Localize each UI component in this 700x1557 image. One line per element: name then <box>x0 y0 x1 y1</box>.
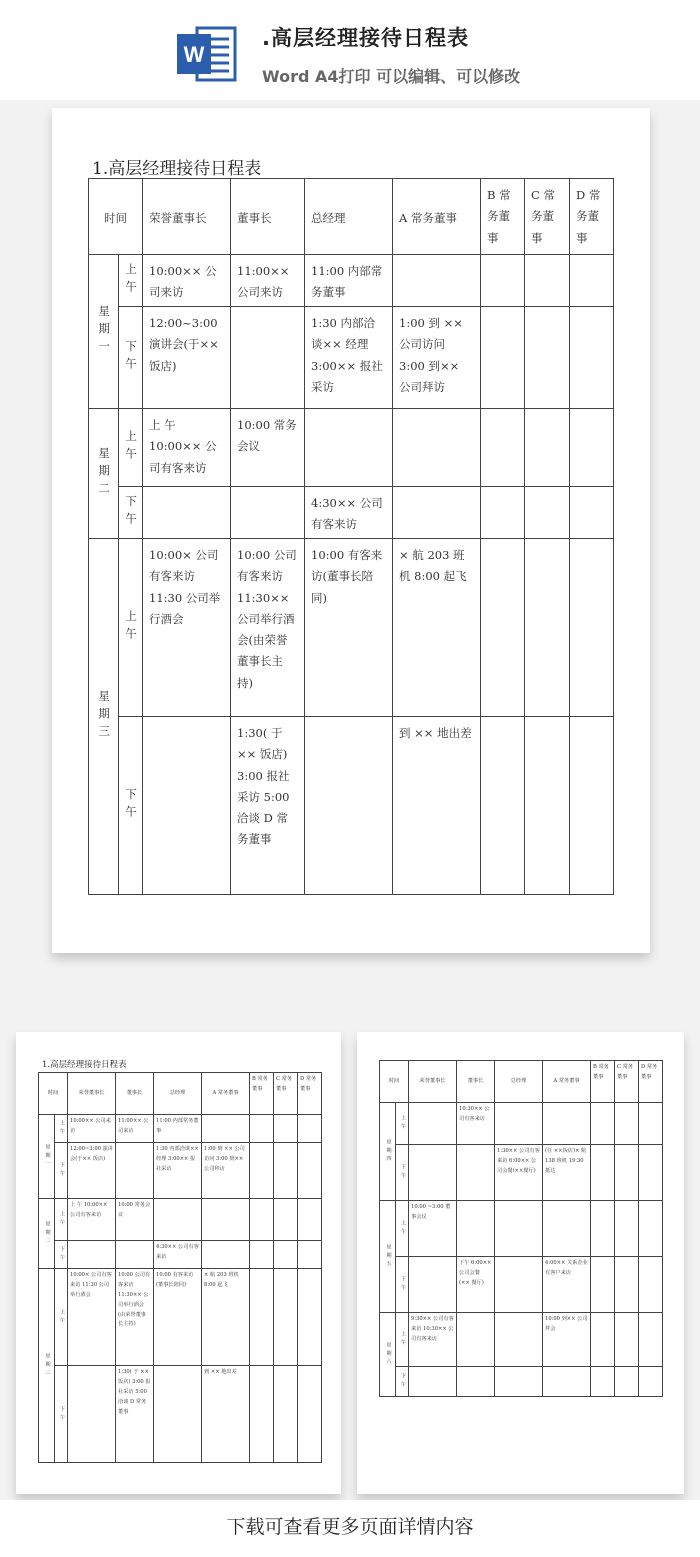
cell <box>457 1201 495 1257</box>
cell: 4:30×× 公司有客来访 <box>154 1241 202 1269</box>
cell <box>298 1366 322 1463</box>
period-pm: 下午 <box>396 1367 409 1397</box>
footer <box>0 1500 700 1557</box>
cell <box>274 1269 298 1366</box>
period-am: 上午 <box>396 1201 409 1257</box>
header-d-director: D 常务董事 <box>298 1073 322 1115</box>
day-label-wed: 星期三 <box>39 1269 55 1463</box>
cell: 上 午 10:00×× 公司有客来访 <box>143 409 231 487</box>
header-honor-chair: 荣誉董事长 <box>68 1073 116 1115</box>
thumb-schedule-table <box>38 1072 322 1463</box>
cell <box>525 255 570 307</box>
header-d-director: D 常务董事 <box>570 179 614 255</box>
cell <box>202 1199 250 1241</box>
period-am: 上午 <box>119 255 143 307</box>
cell <box>231 487 305 539</box>
header-time: 时间 <box>89 179 143 255</box>
cell <box>615 1367 639 1397</box>
header-c-director: C 常务董事 <box>615 1061 639 1103</box>
cell: 4:00×× 关系企业有客户来访 <box>543 1257 591 1313</box>
header-chair: 董事长 <box>116 1073 154 1115</box>
header-c-director: C 常务董事 <box>274 1073 298 1115</box>
cell <box>639 1103 663 1145</box>
cell <box>639 1313 663 1367</box>
cell <box>116 1143 154 1199</box>
cell <box>525 539 570 717</box>
header-b-director: B 常务董事 <box>250 1073 274 1115</box>
cell: 11:00×× 公司来访 <box>116 1115 154 1143</box>
cell: 10:00 公司有客来访 11:30×× 公司举行酒会(由荣誉董事长主持) <box>116 1269 154 1366</box>
cell <box>393 255 481 307</box>
cell <box>591 1103 615 1145</box>
cell <box>116 1241 154 1269</box>
cell <box>250 1143 274 1199</box>
cell <box>274 1143 298 1199</box>
period-pm: 下午 <box>55 1143 68 1199</box>
cell <box>525 307 570 409</box>
cell: 10:00 到×× 公司拜会 <box>543 1313 591 1367</box>
cell <box>250 1115 274 1143</box>
cell: 10:00×× 公司来访 <box>68 1115 116 1143</box>
header-gm: 总经理 <box>305 179 393 255</box>
cell: 10:00 常务会议 <box>116 1199 154 1241</box>
cell <box>274 1199 298 1241</box>
header-d-director: D 常务董事 <box>639 1061 663 1103</box>
header-a-director: A 常务董事 <box>543 1061 591 1103</box>
period-am: 上午 <box>55 1115 68 1143</box>
period-pm: 下午 <box>396 1257 409 1313</box>
cell <box>250 1241 274 1269</box>
cell <box>543 1201 591 1257</box>
cell <box>154 1366 202 1463</box>
cell <box>639 1367 663 1397</box>
cell <box>305 717 393 895</box>
cell <box>231 307 305 409</box>
day-label-fri: 星期五 <box>380 1201 396 1313</box>
cell <box>525 487 570 539</box>
cell <box>298 1115 322 1143</box>
cell <box>298 1269 322 1366</box>
header-chair: 董事长 <box>231 179 305 255</box>
cell <box>409 1257 457 1313</box>
cell <box>409 1103 457 1145</box>
cell <box>68 1241 116 1269</box>
day-label-tue: 星期二 <box>89 409 119 539</box>
header-b-director: B 常务董事 <box>481 179 525 255</box>
period-pm: 下午 <box>119 717 143 895</box>
cell <box>525 409 570 487</box>
header-honor-chair: 荣誉董事长 <box>409 1061 457 1103</box>
day-label-tue: 星期二 <box>39 1199 55 1269</box>
cell <box>495 1257 543 1313</box>
cell <box>305 409 393 487</box>
cell <box>457 1313 495 1367</box>
header <box>0 0 700 100</box>
cell: 到 ×× 地出差 <box>202 1366 250 1463</box>
cell <box>615 1201 639 1257</box>
cell <box>457 1145 495 1201</box>
cell: 10:00 公司有客来访 11:30×× 公司举行酒会(由荣誉董事长主持) <box>231 539 305 717</box>
cell <box>274 1115 298 1143</box>
cell: 1:30 内部洽谈×× 经理 3:00×× 报社采访 <box>154 1143 202 1199</box>
thumbnail-page-1[interactable] <box>16 1032 341 1494</box>
cell: × 航 203 班机 8:00 起飞 <box>393 539 481 717</box>
cell <box>495 1367 543 1397</box>
day-label-mon: 星期一 <box>89 255 119 409</box>
period-pm: 下午 <box>55 1241 68 1269</box>
document-page-main <box>52 108 650 953</box>
cell <box>495 1201 543 1257</box>
cell: 下午 6:00×× 公司会餐 (×× 餐厅) <box>457 1257 495 1313</box>
cell: 12:00~3:00 演讲会(于×× 饭店) <box>143 307 231 409</box>
period-pm: 下午 <box>119 307 143 409</box>
page-subtitle: Word A4打印 可以编辑、可以修改 <box>262 67 521 86</box>
download-more-link[interactable]: 下载可查看更多页面详情内容 <box>226 1516 474 1538</box>
cell: 11:00 内部常务董事 <box>154 1115 202 1143</box>
period-am: 上午 <box>396 1313 409 1367</box>
cell: 1:30( 于 ×× 饭店) 3:00 报社采访 5:00 洽谈 D 常务董事 <box>116 1366 154 1463</box>
period-pm: 下午 <box>119 487 143 539</box>
cell <box>591 1367 615 1397</box>
day-label-mon: 星期一 <box>39 1115 55 1199</box>
cell <box>298 1143 322 1199</box>
cell <box>481 255 525 307</box>
cell <box>481 717 525 895</box>
day-label-thu: 星期四 <box>380 1103 396 1201</box>
header-c-director: C 常务董事 <box>525 179 570 255</box>
period-am: 上午 <box>119 409 143 487</box>
cell <box>298 1241 322 1269</box>
header-a-director: A 常务董事 <box>202 1073 250 1115</box>
document-title: 1.高层经理接待日程表 <box>92 159 262 179</box>
cell <box>481 409 525 487</box>
cell <box>68 1366 116 1463</box>
cell <box>250 1199 274 1241</box>
cell <box>393 409 481 487</box>
cell <box>274 1241 298 1269</box>
cell <box>457 1367 495 1397</box>
cell: 11:00 内部常务董事 <box>305 255 393 307</box>
cell <box>481 487 525 539</box>
cell <box>639 1145 663 1201</box>
cell <box>615 1103 639 1145</box>
cell <box>481 539 525 717</box>
cell <box>202 1115 250 1143</box>
header-time: 时间 <box>39 1073 68 1115</box>
cell: 10:00 常务会议 <box>231 409 305 487</box>
cell <box>570 717 614 895</box>
cell <box>143 717 231 895</box>
schedule-table <box>88 178 614 895</box>
cell: 1:30×× 公司有客来访 6:00×× 公司会餐(××餐厅) <box>495 1145 543 1201</box>
cell <box>570 307 614 409</box>
cell <box>570 487 614 539</box>
cell: 1:30( 于 ×× 饭店) 3:00 报社采访 5:00 洽谈 D 常务董事 <box>231 717 305 895</box>
cell <box>570 539 614 717</box>
cell <box>615 1145 639 1201</box>
cell <box>154 1199 202 1241</box>
period-am: 上午 <box>396 1103 409 1145</box>
cell: 10:30×× 公司有客来访 <box>457 1103 495 1145</box>
cell <box>495 1103 543 1145</box>
thumb-document-title: 1.高层经理接待日程表 <box>42 1060 127 1070</box>
cell <box>639 1201 663 1257</box>
cell: 11:00×× 公司来访 <box>231 255 305 307</box>
cell <box>202 1241 250 1269</box>
cell: 10:00 有客来访(董事长陪同) <box>154 1269 202 1366</box>
day-label-wed: 星期三 <box>89 539 119 895</box>
period-pm: 下午 <box>396 1145 409 1201</box>
cell: 9:30×× 公司有客来访 10:30×× 公司有客来访 <box>409 1313 457 1367</box>
cell <box>298 1199 322 1241</box>
cell <box>409 1145 457 1201</box>
cell: 10:00 ~3:00 董事会议 <box>409 1201 457 1257</box>
cell <box>250 1269 274 1366</box>
cell <box>495 1313 543 1367</box>
cell <box>143 487 231 539</box>
cell: × 航 203 班机 8:00 起飞 <box>202 1269 250 1366</box>
header-time: 时间 <box>380 1061 409 1103</box>
header-gm: 总经理 <box>154 1073 202 1115</box>
header-b-director: B 常务董事 <box>591 1061 615 1103</box>
page-title: .高层经理接待日程表 <box>262 26 469 50</box>
thumbnail-page-2[interactable] <box>357 1032 684 1494</box>
cell <box>543 1367 591 1397</box>
header-honor-chair: 荣誉董事长 <box>143 179 231 255</box>
period-am: 上午 <box>55 1199 68 1241</box>
header-chair: 董事长 <box>457 1061 495 1103</box>
cell: 到 ×× 地出差 <box>393 717 481 895</box>
cell <box>615 1257 639 1313</box>
period-am: 上午 <box>119 539 143 717</box>
cell <box>274 1366 298 1463</box>
cell: 10:00× 公司有客来访 11:30 公司举行酒会 <box>143 539 231 717</box>
cell: 4:30×× 公司有客来访 <box>305 487 393 539</box>
cell <box>525 717 570 895</box>
cell <box>481 307 525 409</box>
cell <box>409 1367 457 1397</box>
period-am: 上午 <box>55 1269 68 1366</box>
cell <box>570 255 614 307</box>
cell <box>250 1366 274 1463</box>
cell: 上 午 10:00×× 公司有客来访 <box>68 1199 116 1241</box>
cell: 10:00× 公司有客来访 11:30 公司举行酒会 <box>68 1269 116 1366</box>
cell: 10:00×× 公司来访 <box>143 255 231 307</box>
cell <box>639 1257 663 1313</box>
cell: (任 ××饭店)× 航 138 班机 19:30 抵达 <box>543 1145 591 1201</box>
word-icon <box>175 22 239 86</box>
cell <box>591 1257 615 1313</box>
cell <box>615 1313 639 1367</box>
cell: 1:00 到 ×× 公司访问 3:00 到×× 公司拜访 <box>393 307 481 409</box>
header-a-director: A 常务董事 <box>393 179 481 255</box>
period-pm: 下午 <box>55 1366 68 1463</box>
svg-text:W: W <box>183 42 205 67</box>
cell: 1:00 到 ×× 公司访问 3:00 到×× 公司拜访 <box>202 1143 250 1199</box>
cell <box>543 1103 591 1145</box>
cell <box>570 409 614 487</box>
cell <box>393 487 481 539</box>
header-gm: 总经理 <box>495 1061 543 1103</box>
cell: 1:30 内部洽谈×× 经理 3:00×× 报社采访 <box>305 307 393 409</box>
cell <box>591 1313 615 1367</box>
day-label-sat: 星期六 <box>380 1313 396 1397</box>
cell: 10:00 有客来访(董事长陪同) <box>305 539 393 717</box>
thumb2-schedule-table <box>379 1060 663 1397</box>
cell <box>591 1145 615 1201</box>
cell <box>591 1201 615 1257</box>
cell: 12:00~3:00 演讲会(于×× 饭店) <box>68 1143 116 1199</box>
